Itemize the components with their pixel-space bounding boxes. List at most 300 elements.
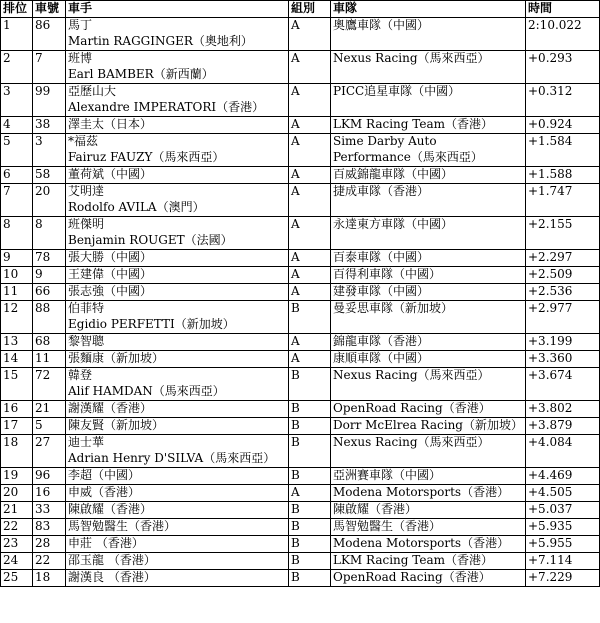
time-cell-text: +5.037 <box>528 502 573 516</box>
team-cell <box>331 217 526 250</box>
time-cell-text: +4.469 <box>528 468 573 482</box>
team-cell <box>331 18 526 51</box>
car-number-cell <box>33 51 66 84</box>
group-cell <box>289 435 331 468</box>
team-cell-text: 陳啟耀（香港） <box>333 502 418 516</box>
car-number-cell <box>33 217 66 250</box>
team-cell <box>331 84 526 117</box>
team-cell-text: 永達東方車隊（中國） <box>333 217 454 231</box>
position-cell-text: 22 <box>3 519 19 533</box>
driver-cell-text: 董荷斌（中國） <box>68 167 153 181</box>
position-cell-text: 24 <box>3 553 19 567</box>
position-cell-text: 16 <box>3 401 19 415</box>
driver-cell <box>66 301 289 334</box>
driver-cell <box>66 519 289 536</box>
team-cell <box>331 134 526 167</box>
table-row <box>1 553 600 570</box>
group-cell-text: A <box>291 51 300 65</box>
position-cell-text: 17 <box>3 418 19 432</box>
group-cell <box>289 418 331 435</box>
table-row <box>1 250 600 267</box>
car-number-cell <box>33 267 66 284</box>
time-cell <box>526 134 600 167</box>
team-cell <box>331 250 526 267</box>
driver-cell <box>66 250 289 267</box>
table-row <box>1 468 600 485</box>
team-cell-text: 捷成車隊（香港） <box>333 184 430 198</box>
time-cell <box>526 334 600 351</box>
driver-cell <box>66 51 289 84</box>
time-cell <box>526 250 600 267</box>
position-cell <box>1 536 33 553</box>
table-row <box>1 502 600 519</box>
position-cell-text: 6 <box>3 167 11 181</box>
position-cell-text: 25 <box>3 570 19 584</box>
position-cell <box>1 217 33 250</box>
group-cell-text: B <box>291 570 300 584</box>
team-cell-text: Nexus Racing（馬來西亞） <box>333 51 490 65</box>
team-cell <box>331 418 526 435</box>
time-cell-text: +3.199 <box>528 334 573 348</box>
car-number-cell-text: 11 <box>35 351 51 365</box>
group-cell <box>289 167 331 184</box>
position-cell-text: 5 <box>3 134 11 148</box>
driver-cell-text: *福茲 <box>68 134 99 148</box>
car-number-cell <box>33 368 66 401</box>
driver-cell-text: 申威（香港） <box>68 485 141 499</box>
group-cell-text: A <box>291 351 300 365</box>
driver-cell-text: Fairuz FAUZY（馬來西亞） <box>68 149 225 164</box>
group-cell-text: B <box>291 502 300 516</box>
position-cell <box>1 301 33 334</box>
time-cell <box>526 485 600 502</box>
header-row <box>1 1 600 18</box>
time-cell <box>526 351 600 368</box>
car-number-cell <box>33 167 66 184</box>
time-cell-text: +1.588 <box>528 167 573 181</box>
team-cell <box>331 570 526 587</box>
time-cell <box>526 117 600 134</box>
table-row <box>1 117 600 134</box>
driver-cell-text: 陳啟耀（香港） <box>68 502 153 516</box>
time-cell-text: +2.155 <box>528 217 573 231</box>
time-cell <box>526 368 600 401</box>
time-cell <box>526 217 600 250</box>
table-row <box>1 217 600 250</box>
team-cell-text: 百泰車隊（中國） <box>333 250 430 264</box>
team-cell <box>331 284 526 301</box>
time-cell-text: +2.977 <box>528 301 573 315</box>
driver-cell <box>66 334 289 351</box>
car-number-cell-text: 3 <box>35 134 43 148</box>
time-cell-text: +7.114 <box>528 553 573 567</box>
car-number-cell-text: 28 <box>35 536 51 550</box>
header-position: 排位 <box>1 1 33 18</box>
team-cell <box>331 167 526 184</box>
time-cell <box>526 502 600 519</box>
car-number-cell <box>33 435 66 468</box>
team-cell <box>331 301 526 334</box>
team-cell-text: Modena Motorsports（香港） <box>333 485 510 499</box>
time-cell-text: +0.293 <box>528 51 573 65</box>
team-cell <box>331 435 526 468</box>
team-cell <box>331 368 526 401</box>
position-cell <box>1 18 33 51</box>
team-cell <box>331 51 526 84</box>
car-number-cell <box>33 334 66 351</box>
header-team: 車隊 <box>331 1 526 18</box>
table-row <box>1 536 600 553</box>
table-row <box>1 418 600 435</box>
team-cell-text: 奧鷹車隊（中國） <box>333 18 430 32</box>
driver-cell-text: 班傑明 <box>68 217 105 231</box>
team-cell <box>331 117 526 134</box>
group-cell <box>289 18 331 51</box>
position-cell-text: 20 <box>3 485 19 499</box>
time-cell-text: 2:10.022 <box>528 18 582 32</box>
driver-cell-text: 伯菲特 <box>68 301 105 315</box>
position-cell-text: 7 <box>3 184 11 198</box>
car-number-cell <box>33 468 66 485</box>
car-number-cell <box>33 184 66 217</box>
team-cell-text: 康順車隊（中國） <box>333 351 430 365</box>
driver-cell <box>66 117 289 134</box>
position-cell <box>1 334 33 351</box>
position-cell <box>1 184 33 217</box>
team-cell-text: OpenRoad Racing（香港） <box>333 570 491 584</box>
group-cell-text: B <box>291 553 300 567</box>
group-cell <box>289 351 331 368</box>
position-cell <box>1 167 33 184</box>
car-number-cell <box>33 519 66 536</box>
driver-cell-text: 陳友賢（新加坡） <box>68 418 165 432</box>
team-cell <box>331 351 526 368</box>
time-cell-text: +3.802 <box>528 401 573 415</box>
driver-cell <box>66 435 289 468</box>
team-cell-text: LKM Racing Team（香港） <box>333 553 493 567</box>
group-cell <box>289 485 331 502</box>
driver-cell <box>66 267 289 284</box>
group-cell <box>289 250 331 267</box>
position-cell-text: 14 <box>3 351 19 365</box>
group-cell <box>289 536 331 553</box>
group-cell-text: B <box>291 401 300 415</box>
time-cell <box>526 553 600 570</box>
car-number-cell-text: 83 <box>35 519 51 533</box>
driver-cell-text: 馬丁 <box>68 18 93 32</box>
car-number-cell <box>33 284 66 301</box>
team-cell-text: Sime Darby Auto <box>333 134 437 148</box>
position-cell-text: 9 <box>3 250 11 264</box>
time-cell <box>526 435 600 468</box>
driver-cell <box>66 401 289 418</box>
table-row <box>1 184 600 217</box>
driver-cell-text: 迪士華 <box>68 435 105 449</box>
group-cell-text: B <box>291 301 300 315</box>
position-cell-text: 3 <box>3 84 11 98</box>
car-number-cell-text: 22 <box>35 553 51 567</box>
team-cell-text: 曼妥思車隊（新加坡） <box>333 301 454 315</box>
time-cell <box>526 18 600 51</box>
header-group: 組別 <box>289 1 331 18</box>
time-cell <box>526 536 600 553</box>
position-cell <box>1 368 33 401</box>
time-cell <box>526 84 600 117</box>
driver-cell-text: 張麵康（新加坡） <box>68 351 165 365</box>
car-number-cell <box>33 401 66 418</box>
team-cell-text: Performance（馬來西亞） <box>333 149 483 164</box>
group-cell <box>289 217 331 250</box>
position-cell-text: 21 <box>3 502 19 516</box>
group-cell-text: B <box>291 519 300 533</box>
table-row <box>1 401 600 418</box>
position-cell <box>1 485 33 502</box>
car-number-cell <box>33 570 66 587</box>
driver-cell-text: 班博 <box>68 51 93 65</box>
team-cell-text: 亞洲賽車隊（中國） <box>333 468 442 482</box>
group-cell-text: A <box>291 485 300 499</box>
position-cell <box>1 250 33 267</box>
car-number-cell-text: 8 <box>35 217 43 231</box>
team-cell <box>331 401 526 418</box>
position-cell-text: 23 <box>3 536 19 550</box>
table-row <box>1 334 600 351</box>
team-cell <box>331 267 526 284</box>
time-cell-text: +4.084 <box>528 435 573 449</box>
driver-cell <box>66 468 289 485</box>
time-cell-text: +1.747 <box>528 184 573 198</box>
car-number-cell-text: 86 <box>35 18 51 32</box>
group-cell-text: A <box>291 167 300 181</box>
car-number-cell-text: 99 <box>35 84 51 98</box>
group-cell <box>289 334 331 351</box>
group-cell <box>289 301 331 334</box>
position-cell-text: 8 <box>3 217 11 231</box>
position-cell-text: 19 <box>3 468 19 482</box>
time-cell-text: +5.935 <box>528 519 573 533</box>
position-cell-text: 10 <box>3 267 19 281</box>
time-cell-text: +7.229 <box>528 570 573 584</box>
position-cell <box>1 267 33 284</box>
driver-cell-text: Rodolfo AVILA（澳門） <box>68 199 205 214</box>
driver-cell-text: Alexandre IMPERATORI（香港） <box>68 99 265 114</box>
car-number-cell-text: 16 <box>35 485 51 499</box>
car-number-cell-text: 78 <box>35 250 51 264</box>
time-cell-text: +0.312 <box>528 84 573 98</box>
group-cell <box>289 401 331 418</box>
driver-cell-text: 謝漢耀（香港） <box>68 401 153 415</box>
team-cell <box>331 536 526 553</box>
time-cell-text: +1.584 <box>528 134 573 148</box>
position-cell <box>1 401 33 418</box>
car-number-cell <box>33 84 66 117</box>
time-cell-text: +0.924 <box>528 117 573 131</box>
car-number-cell <box>33 418 66 435</box>
time-cell-text: +3.879 <box>528 418 573 432</box>
group-cell <box>289 267 331 284</box>
position-cell <box>1 134 33 167</box>
time-cell <box>526 570 600 587</box>
car-number-cell-text: 66 <box>35 284 51 298</box>
position-cell-text: 11 <box>3 284 19 298</box>
time-cell <box>526 401 600 418</box>
group-cell-text: A <box>291 250 300 264</box>
car-number-cell <box>33 117 66 134</box>
table-row <box>1 84 600 117</box>
driver-cell-text: 艾明達 <box>68 184 105 198</box>
driver-cell-text: 申莊 （香港） <box>68 536 144 550</box>
group-cell <box>289 134 331 167</box>
car-number-cell-text: 5 <box>35 418 43 432</box>
group-cell-text: B <box>291 468 300 482</box>
team-cell-text: Modena Motorsports（香港） <box>333 536 510 550</box>
time-cell-text: +4.505 <box>528 485 573 499</box>
time-cell <box>526 267 600 284</box>
table-row <box>1 284 600 301</box>
time-cell-text: +2.509 <box>528 267 573 281</box>
time-cell <box>526 184 600 217</box>
car-number-cell-text: 33 <box>35 502 51 516</box>
group-cell <box>289 184 331 217</box>
position-cell <box>1 468 33 485</box>
position-cell <box>1 284 33 301</box>
team-cell <box>331 468 526 485</box>
driver-cell <box>66 284 289 301</box>
car-number-cell <box>33 502 66 519</box>
team-cell <box>331 334 526 351</box>
group-cell <box>289 51 331 84</box>
time-cell <box>526 418 600 435</box>
group-cell <box>289 117 331 134</box>
driver-cell <box>66 536 289 553</box>
position-cell-text: 1 <box>3 18 11 32</box>
time-cell <box>526 51 600 84</box>
car-number-cell-text: 20 <box>35 184 51 198</box>
time-cell-text: +3.360 <box>528 351 573 365</box>
position-cell-text: 13 <box>3 334 19 348</box>
car-number-cell <box>33 485 66 502</box>
driver-cell <box>66 167 289 184</box>
car-number-cell <box>33 18 66 51</box>
team-cell-text: 百威錦龍車隊（中國） <box>333 167 454 181</box>
car-number-cell-text: 96 <box>35 468 51 482</box>
driver-cell-text: 李超（中國） <box>68 468 141 482</box>
group-cell-text: A <box>291 134 300 148</box>
driver-cell <box>66 134 289 167</box>
group-cell <box>289 519 331 536</box>
driver-cell-text: 亞歷山大 <box>68 84 117 98</box>
time-cell <box>526 519 600 536</box>
team-cell-text: PICC追星車隊（中國） <box>333 84 461 98</box>
position-cell-text: 12 <box>3 301 19 315</box>
time-cell <box>526 468 600 485</box>
group-cell-text: A <box>291 334 300 348</box>
table-row <box>1 301 600 334</box>
position-cell-text: 18 <box>3 435 19 449</box>
group-cell <box>289 368 331 401</box>
car-number-cell-text: 7 <box>35 51 43 65</box>
header-driver: 車手 <box>66 1 289 18</box>
driver-cell-text: 馬智勉醫生（香港） <box>68 519 177 533</box>
time-cell-text: +3.674 <box>528 368 573 382</box>
group-cell <box>289 468 331 485</box>
car-number-cell-text: 21 <box>35 401 51 415</box>
car-number-cell-text: 38 <box>35 117 51 131</box>
driver-cell-text: 邵玉龍 （香港） <box>68 553 156 567</box>
driver-cell <box>66 84 289 117</box>
group-cell-text: B <box>291 368 300 382</box>
group-cell <box>289 84 331 117</box>
team-cell-text: 百得利車隊（中國） <box>333 267 442 281</box>
position-cell <box>1 519 33 536</box>
position-cell <box>1 553 33 570</box>
car-number-cell-text: 68 <box>35 334 51 348</box>
group-cell-text: A <box>291 18 300 32</box>
driver-cell-text: 張志強（中國） <box>68 284 153 298</box>
team-cell-text: Nexus Racing（馬來西亞） <box>333 435 490 449</box>
car-number-cell <box>33 536 66 553</box>
team-cell <box>331 184 526 217</box>
driver-cell-text: Adrian Henry D'SILVA（馬來西亞） <box>68 450 276 465</box>
driver-cell <box>66 184 289 217</box>
group-cell <box>289 553 331 570</box>
team-cell-text: Dorr McElrea Racing（新加坡） <box>333 418 523 432</box>
position-cell <box>1 84 33 117</box>
position-cell <box>1 435 33 468</box>
time-cell-text: +2.536 <box>528 284 573 298</box>
table-row <box>1 485 600 502</box>
driver-cell-text: 澤圭太（日本） <box>68 117 153 131</box>
group-cell-text: A <box>291 84 300 98</box>
table-row <box>1 351 600 368</box>
car-number-cell-text: 18 <box>35 570 51 584</box>
car-number-cell-text: 88 <box>35 301 51 315</box>
team-cell <box>331 519 526 536</box>
table-row <box>1 167 600 184</box>
group-cell <box>289 502 331 519</box>
car-number-cell <box>33 301 66 334</box>
driver-cell <box>66 418 289 435</box>
driver-cell-text: 謝漢良 （香港） <box>68 570 156 584</box>
table-row <box>1 435 600 468</box>
driver-cell <box>66 570 289 587</box>
table-row <box>1 134 600 167</box>
team-cell-text: OpenRoad Racing（香港） <box>333 401 491 415</box>
table-row <box>1 570 600 587</box>
driver-cell-text: 王建偉（中國） <box>68 267 153 281</box>
position-cell <box>1 351 33 368</box>
driver-cell <box>66 351 289 368</box>
car-number-cell-text: 27 <box>35 435 51 449</box>
group-cell-text: A <box>291 217 300 231</box>
table-row <box>1 368 600 401</box>
team-cell-text: LKM Racing Team（香港） <box>333 117 493 131</box>
time-cell-text: +5.955 <box>528 536 573 550</box>
team-cell <box>331 485 526 502</box>
results-body <box>1 18 600 587</box>
driver-cell-text: Earl BAMBER（新西蘭） <box>68 66 214 81</box>
team-cell <box>331 553 526 570</box>
driver-cell <box>66 485 289 502</box>
car-number-cell-text: 9 <box>35 267 43 281</box>
driver-cell-text: Martin RAGGINGER（奧地利） <box>68 33 253 48</box>
group-cell-text: A <box>291 284 300 298</box>
position-cell <box>1 117 33 134</box>
driver-cell-text: 韓登 <box>68 368 93 382</box>
group-cell-text: A <box>291 267 300 281</box>
position-cell <box>1 570 33 587</box>
group-cell-text: B <box>291 435 300 449</box>
